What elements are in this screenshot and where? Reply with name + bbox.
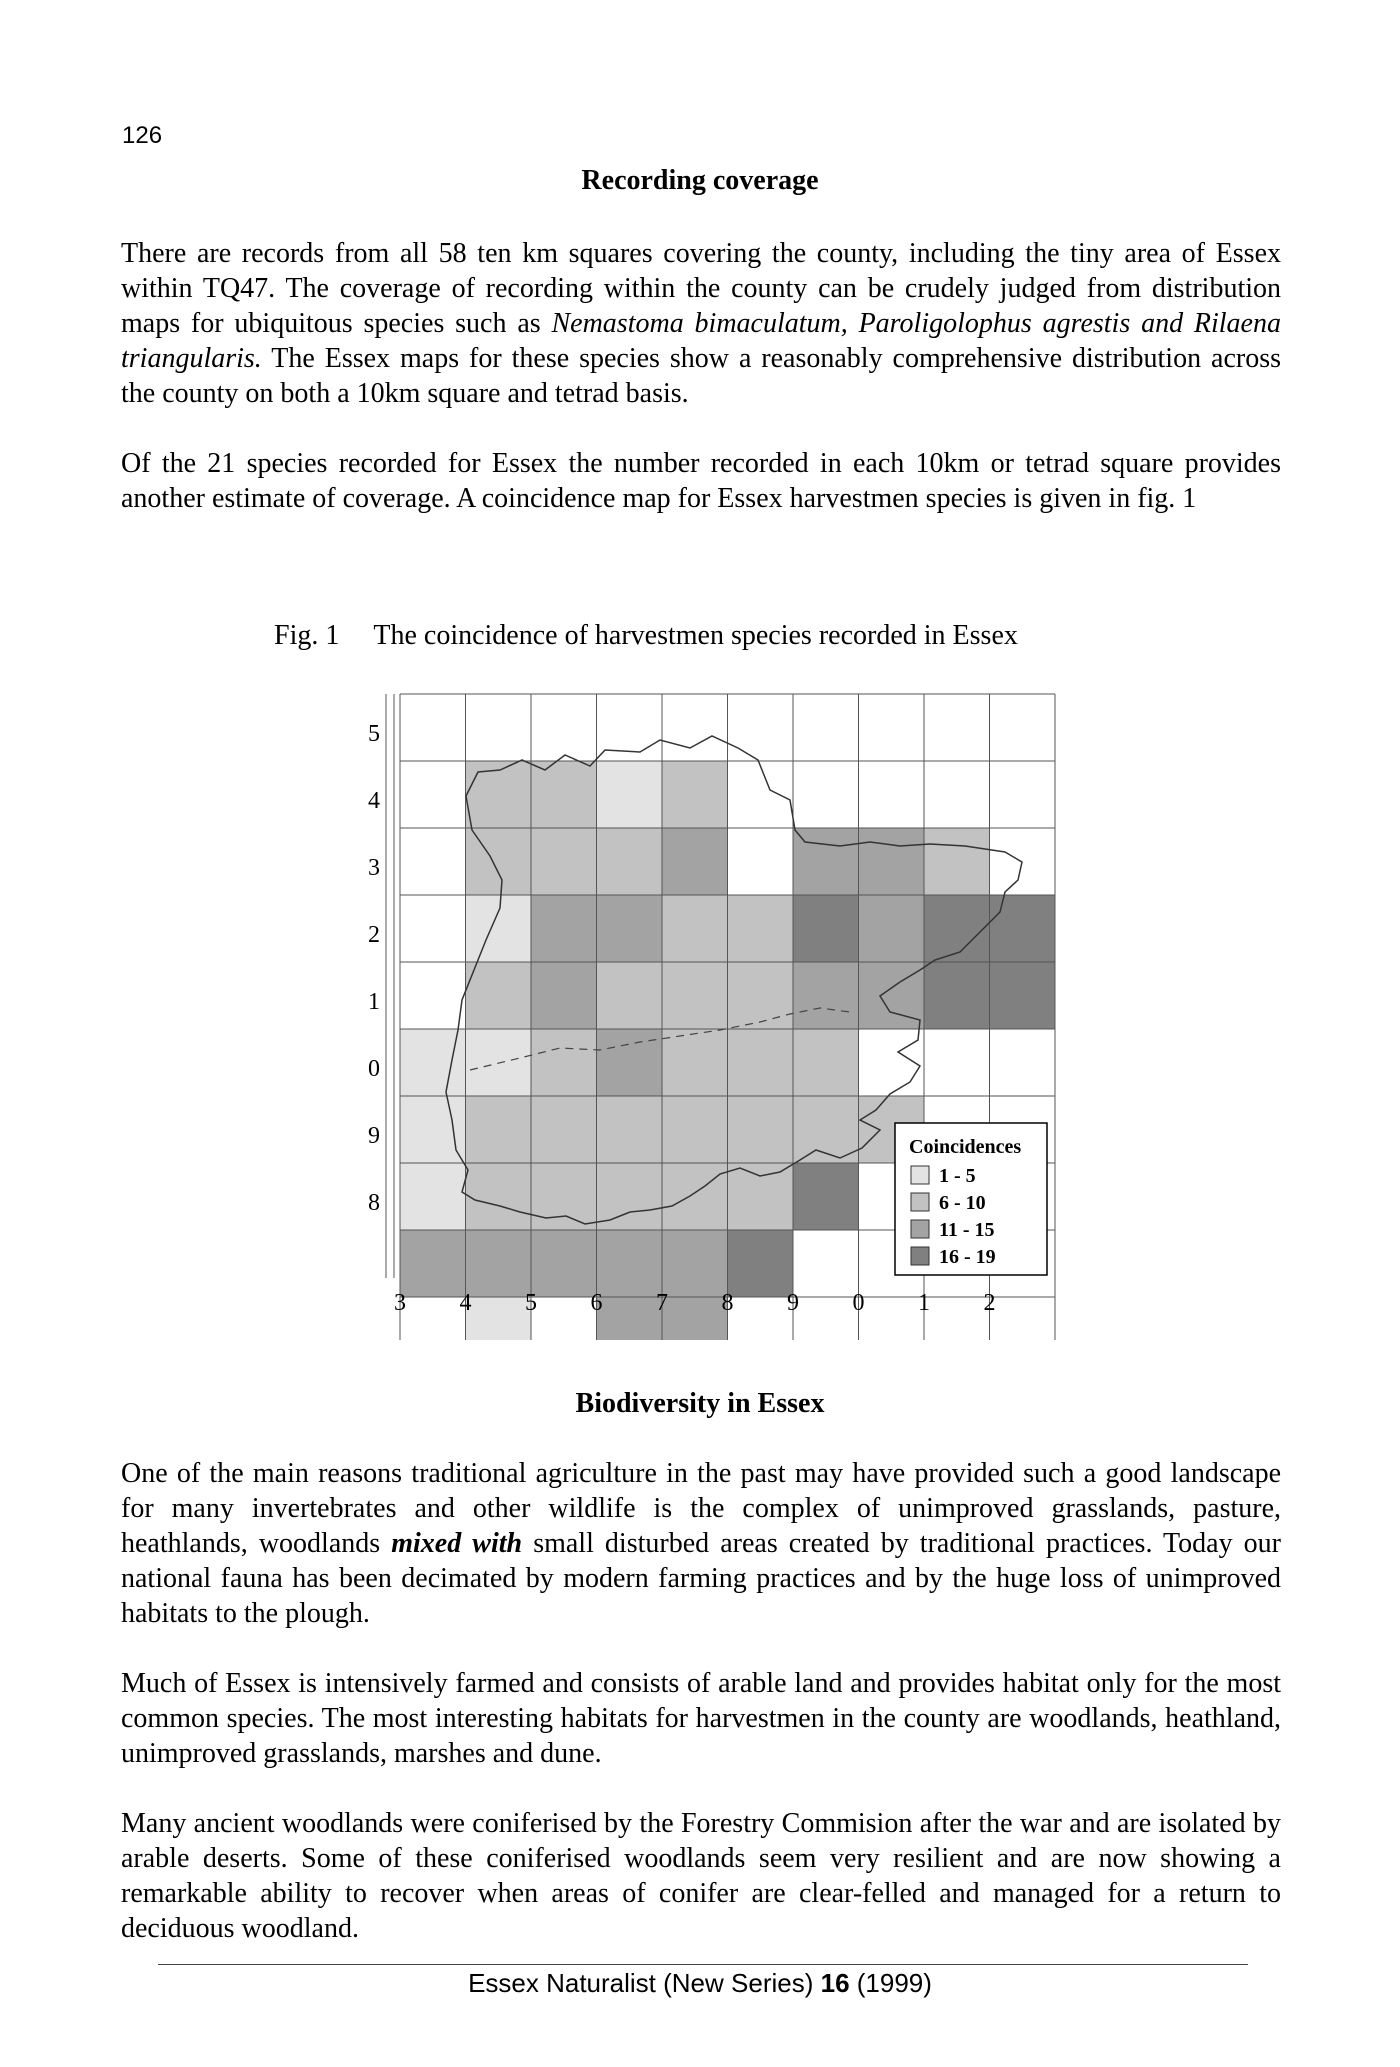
figure-caption-text: The coincidence of harvestmen species recorded in Essex bbox=[373, 620, 1018, 651]
x-axis-label: 4 bbox=[459, 1290, 472, 1316]
journal-year: (1999) bbox=[849, 1968, 932, 1998]
grid-cell bbox=[466, 962, 532, 1029]
x-axis-label: 3 bbox=[394, 1290, 406, 1316]
grid-cell bbox=[662, 1163, 728, 1230]
legend-label: 11 - 15 bbox=[939, 1219, 995, 1241]
grid-cell bbox=[597, 962, 663, 1029]
grid-cell bbox=[662, 895, 728, 962]
emphasis-text: mixed with bbox=[391, 1528, 523, 1559]
grid-cell bbox=[662, 1230, 728, 1297]
grid-cell bbox=[728, 895, 794, 962]
y-axis-label: 8 bbox=[368, 1190, 380, 1216]
footer-divider bbox=[158, 1964, 1248, 1965]
grid-cell bbox=[662, 761, 728, 828]
grid-cell bbox=[597, 895, 663, 962]
volume-number: 16 bbox=[820, 1968, 850, 1998]
grid-cell bbox=[990, 895, 1056, 962]
grid-cell bbox=[793, 895, 859, 962]
grid-cell bbox=[728, 1029, 794, 1096]
grid-cell bbox=[728, 1163, 794, 1230]
paragraph-text: The Essex maps for these species show a reasonably comprehensive distribution across the county on both a 10km square and tetrad basis. bbox=[121, 343, 1281, 409]
grid-cell bbox=[662, 1029, 728, 1096]
x-axis-label: 6 bbox=[590, 1290, 603, 1316]
grid-cell bbox=[597, 1230, 663, 1297]
legend-title: Coincidences bbox=[909, 1136, 1022, 1158]
grid-cell bbox=[924, 895, 990, 962]
grid-cell bbox=[531, 895, 597, 962]
grid-cell bbox=[859, 828, 925, 895]
paragraph-coverage-2: Of the 21 species recorded for Essex the number recorded in each 10km or tetrad square provides another estimate of coverage. A coincidence map for Essex harvestmen species is given in fig. 1 bbox=[121, 448, 1281, 514]
grid-cell bbox=[466, 1297, 532, 1340]
grid-cell bbox=[597, 828, 663, 895]
grid-cell bbox=[466, 828, 532, 895]
grid-cell bbox=[531, 1029, 597, 1096]
grid-cell bbox=[531, 1163, 597, 1230]
x-axis-label: 7 bbox=[656, 1290, 668, 1316]
x-axis-label: 2 bbox=[983, 1290, 996, 1316]
y-axis-label: 2 bbox=[368, 922, 380, 948]
grid-cell bbox=[400, 1096, 466, 1163]
grid-cell bbox=[793, 1029, 859, 1096]
paragraph-biodiversity-1 bbox=[121, 1456, 1281, 1631]
grid-cell bbox=[924, 962, 990, 1029]
legend-swatch bbox=[911, 1247, 929, 1265]
x-axis-label: 5 bbox=[525, 1290, 537, 1316]
heading-biodiversity: Biodiversity in Essex bbox=[575, 1388, 825, 1419]
grid-cell bbox=[728, 1230, 794, 1297]
heading-recording-coverage: Recording coverage bbox=[581, 165, 819, 196]
grid-cell bbox=[662, 828, 728, 895]
grid-cell bbox=[990, 962, 1056, 1029]
grid-cell bbox=[531, 1230, 597, 1297]
x-axis-label: 1 bbox=[918, 1290, 930, 1316]
page-number: 126 bbox=[122, 122, 163, 149]
grid-cell bbox=[466, 761, 532, 828]
grid-cell bbox=[662, 1096, 728, 1163]
x-axis-label: 9 bbox=[787, 1290, 799, 1316]
grid-cell bbox=[662, 962, 728, 1029]
y-axis-label: 1 bbox=[368, 989, 380, 1015]
grid-cell bbox=[597, 1029, 663, 1096]
y-axis-label: 4 bbox=[368, 788, 380, 814]
grid-cell bbox=[859, 895, 925, 962]
grid-cell bbox=[597, 1297, 663, 1340]
grid-cell bbox=[531, 761, 597, 828]
legend-swatch bbox=[911, 1220, 929, 1238]
paragraph-biodiversity-3: Many ancient woodlands were coniferised by the Forestry Commision after the war and are isolated by arable deserts. Some of these coniferised woodlands seem very resilient and are now showing a remarkable ability to recover when areas of conifer are clear-felled and managed for a return to deciduous woodland. bbox=[121, 1808, 1281, 1944]
species-names: Nemastoma bimaculatum, Paroligolophus agrestis and Rilaena triangularis. bbox=[121, 308, 1281, 374]
grid-cell bbox=[466, 1230, 532, 1297]
grid-cell bbox=[728, 962, 794, 1029]
paragraph-text: One of the main reasons traditional agriculture in the past may have provided such a good landscape for many invertebrates and other wildlife is the complex of unimproved grasslands, pasture, heathlands, woodlands bbox=[121, 1458, 1281, 1559]
grid-cell bbox=[597, 1096, 663, 1163]
grid-cell bbox=[531, 828, 597, 895]
grid-cell bbox=[531, 1096, 597, 1163]
footer bbox=[0, 1968, 1400, 1999]
x-axis-label: 8 bbox=[721, 1290, 734, 1316]
grid-cell bbox=[400, 1163, 466, 1230]
paragraph-text: small disturbed areas created by traditional practices. Today our national fauna has been decimated by modern farming practices and by the huge loss of unimproved habitats to the plough. bbox=[121, 1528, 1281, 1629]
legend-label: 1 - 5 bbox=[939, 1165, 976, 1187]
grid-cell bbox=[400, 1230, 466, 1297]
grid-cell bbox=[466, 1029, 532, 1096]
grid-cell bbox=[793, 962, 859, 1029]
paragraph-text: There are records from all 58 ten km squares covering the county, including the tiny area of Essex within TQ47. The coverage of recording within the county can be crudely judged from distribution maps for ubiquitous species such as bbox=[121, 238, 1281, 339]
grid-cell bbox=[793, 1163, 859, 1230]
y-axis-label: 5 bbox=[368, 721, 380, 747]
legend-swatch bbox=[911, 1193, 929, 1211]
legend-label: 6 - 10 bbox=[939, 1192, 986, 1214]
x-axis-label: 0 bbox=[852, 1290, 865, 1316]
grid-cell bbox=[728, 1096, 794, 1163]
legend-swatch bbox=[911, 1166, 929, 1184]
grid-cell bbox=[662, 1297, 728, 1340]
paragraph-biodiversity-2: Much of Essex is intensively farmed and consists of arable land and provides habitat only for the most common species. The most interesting habitats for harvestmen in the county are woodlands, heathland, unimproved grasslands, marshes and dune. bbox=[121, 1668, 1281, 1769]
grid-cell bbox=[597, 761, 663, 828]
y-axis-label: 3 bbox=[368, 855, 380, 881]
legend-label: 16 - 19 bbox=[939, 1246, 996, 1268]
figure-label: Fig. 1 bbox=[274, 620, 340, 651]
grid-cell bbox=[466, 1096, 532, 1163]
journal-name: Essex Naturalist (New Series) bbox=[468, 1968, 821, 1998]
grid-cell bbox=[466, 895, 532, 962]
grid-cell bbox=[531, 962, 597, 1029]
y-axis-label: 0 bbox=[368, 1056, 380, 1082]
y-axis-label: 9 bbox=[368, 1123, 380, 1149]
grid-cell bbox=[466, 1163, 532, 1230]
grid-cell bbox=[924, 828, 990, 895]
grid-cell bbox=[793, 828, 859, 895]
